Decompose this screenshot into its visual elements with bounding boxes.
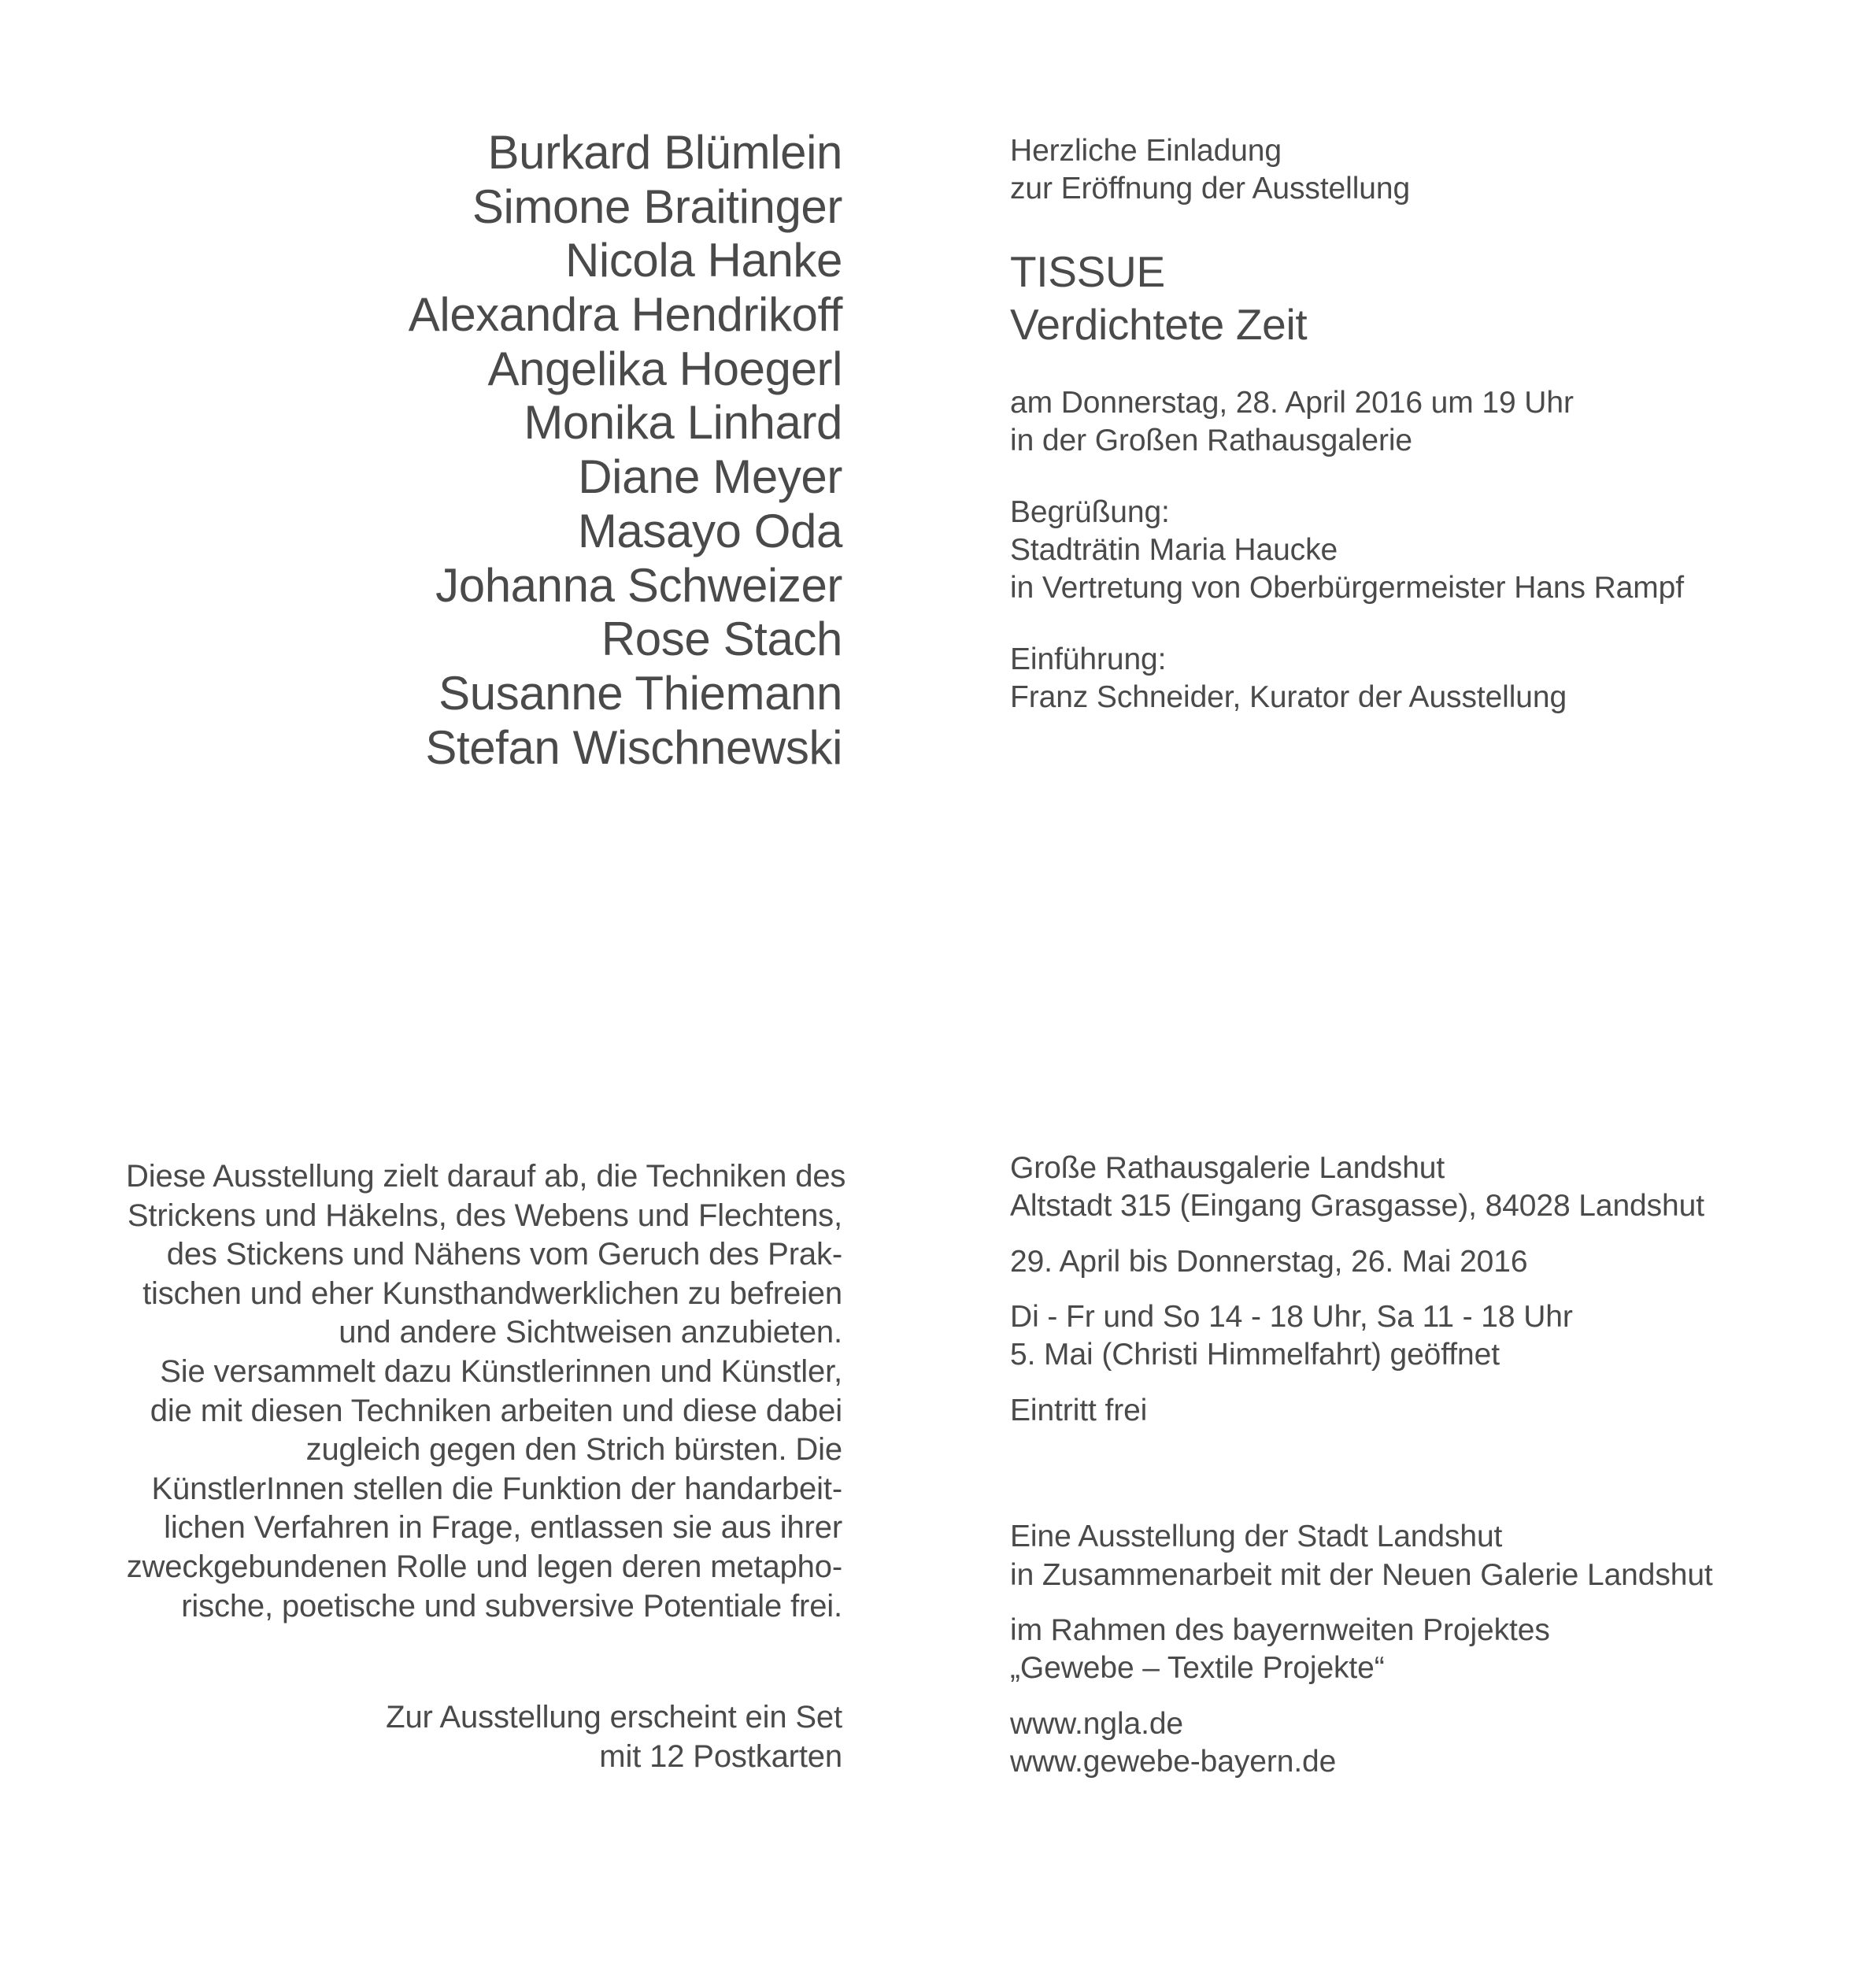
- artist-name: Burkard Blümlein: [487, 126, 842, 179]
- artist-list: [126, 126, 842, 775]
- artist-name: Alexandra Hendrikoff: [408, 288, 842, 342]
- spacer: [1010, 1281, 1797, 1298]
- opening-datetime: am Donnerstag, 28. April 2016 um 19 Uhr: [1010, 385, 1574, 420]
- introduction-speaker: Franz Schneider, Kurator der Ausstellung: [1010, 680, 1567, 715]
- invitation-lede-line: Herzliche Einladung: [1010, 134, 1282, 168]
- statement-line: die mit diesen Techniken arbeiten und diese dabei: [150, 1393, 842, 1428]
- statement-line: tischen und eher Kunsthandwerklichen zu befreien: [142, 1275, 842, 1311]
- venue-street: Altstadt 315 (Eingang Grasgasse), 84028 Landshut: [1010, 1189, 1704, 1224]
- artist-name: Rose Stach: [601, 613, 842, 666]
- venue-block: [1010, 1150, 1797, 1781]
- statement-line: lichen Verfahren in Frage, entlassen sie aus ihrer: [164, 1510, 842, 1546]
- exhibition-subtitle: Verdichtete Zeit: [1010, 299, 1308, 349]
- spacer: [1010, 461, 1797, 494]
- invitation-lede: [1010, 132, 1797, 209]
- spacer: [1010, 351, 1797, 384]
- website-links: [1010, 1705, 1797, 1782]
- greeting-group: [1010, 494, 1797, 608]
- artist-name: Angelika Hoegerl: [487, 342, 842, 395]
- admission-info: Eintritt frei: [1010, 1393, 1148, 1427]
- invitation-block: [1010, 132, 1797, 716]
- opening-hours-regular: Di - Fr und So 14 - 18 Uhr, Sa 11 - 18 Uhr: [1010, 1300, 1573, 1335]
- exhibition-title-group: [1010, 246, 1797, 351]
- opening-hours: [1010, 1298, 1797, 1375]
- invitation-lede-line: zur Eröffnung der Ausstellung: [1010, 172, 1411, 206]
- statement-line: des Stickens und Nähens vom Geruch des Prak-: [166, 1237, 842, 1272]
- curatorial-statement: [126, 1157, 846, 1776]
- opening-location: in der Großen Rathausgalerie: [1010, 424, 1412, 458]
- artist-name: Susanne Thiemann: [438, 666, 842, 720]
- statement-line: zweckgebundenen Rolle und legen deren metapho-: [126, 1549, 842, 1584]
- statement-line: Sie versammelt dazu Künstlerinnen und Künstler,: [160, 1353, 842, 1389]
- opening-details: [1010, 384, 1797, 461]
- statement-paragraph: [126, 1157, 846, 1626]
- spacer: [1010, 1594, 1797, 1612]
- project-name: „Gewebe – Textile Projekte“: [1010, 1651, 1385, 1686]
- postcard-note: [126, 1698, 842, 1776]
- greeting-speaker: Stadträtin Maria Haucke: [1010, 532, 1338, 567]
- project-frame: im Rahmen des bayernweiten Projektes: [1010, 1612, 1550, 1647]
- spacer: [1010, 209, 1797, 246]
- statement-line: zugleich gegen den Strich bürsten. Die: [305, 1432, 842, 1468]
- statement-line: KünstlerInnen stellen die Funktion der handarbeit-: [151, 1471, 842, 1506]
- postcard-note-line: mit 12 Postkarten: [599, 1738, 842, 1774]
- greeting-label: Begrüßung:: [1010, 494, 1170, 529]
- project-credit: [1010, 1612, 1797, 1688]
- artist-name: Masayo Oda: [577, 504, 842, 557]
- greeting-represents: in Vertretung von Oberbürgermeister Hans Rampf: [1010, 571, 1684, 605]
- spacer: [1010, 608, 1797, 641]
- introduction-group: [1010, 641, 1797, 717]
- introduction-label: Einführung:: [1010, 642, 1167, 676]
- spacer: [1010, 1688, 1797, 1705]
- venue-address: [1010, 1150, 1797, 1226]
- artist-name: Diane Meyer: [578, 450, 842, 504]
- spacer: [126, 1626, 842, 1698]
- statement-line: Strickens und Häkelns, des Webens und Flechtens,: [127, 1198, 842, 1233]
- artist-name: Simone Braitinger: [472, 180, 842, 233]
- artist-name: Stefan Wischnewski: [425, 720, 842, 774]
- organiser-credit: [1010, 1518, 1797, 1594]
- exhibition-run-dates: 29. April bis Donnerstag, 26. Mai 2016: [1010, 1244, 1528, 1279]
- statement-line: Diese Ausstellung zielt darauf ab, die Techniken des: [126, 1159, 846, 1194]
- spacer: [1010, 1430, 1797, 1518]
- link-gewebe[interactable]: www.gewebe-bayern.de: [1010, 1744, 1337, 1779]
- postcard-note-line: Zur Ausstellung erscheint ein Set: [386, 1700, 842, 1735]
- opening-hours-holiday: 5. Mai (Christi Himmelfahrt) geöffnet: [1010, 1338, 1500, 1372]
- organiser-line: in Zusammenarbeit mit der Neuen Galerie Landshut: [1010, 1557, 1713, 1592]
- spacer: [1010, 1226, 1797, 1243]
- spacer: [1010, 1375, 1797, 1392]
- organiser-line: Eine Ausstellung der Stadt Landshut: [1010, 1520, 1503, 1554]
- artist-name: Johanna Schweizer: [435, 558, 842, 612]
- link-ngla[interactable]: www.ngla.de: [1010, 1706, 1184, 1741]
- statement-line: und andere Sichtweisen anzubieten.: [339, 1315, 842, 1350]
- exhibition-title: TISSUE: [1010, 246, 1165, 296]
- artist-name: Monika Linhard: [524, 396, 842, 450]
- venue-name: Große Rathausgalerie Landshut: [1010, 1151, 1445, 1185]
- artist-name: Nicola Hanke: [564, 234, 842, 287]
- statement-line: rische, poetische und subversive Potentiale frei.: [181, 1588, 842, 1623]
